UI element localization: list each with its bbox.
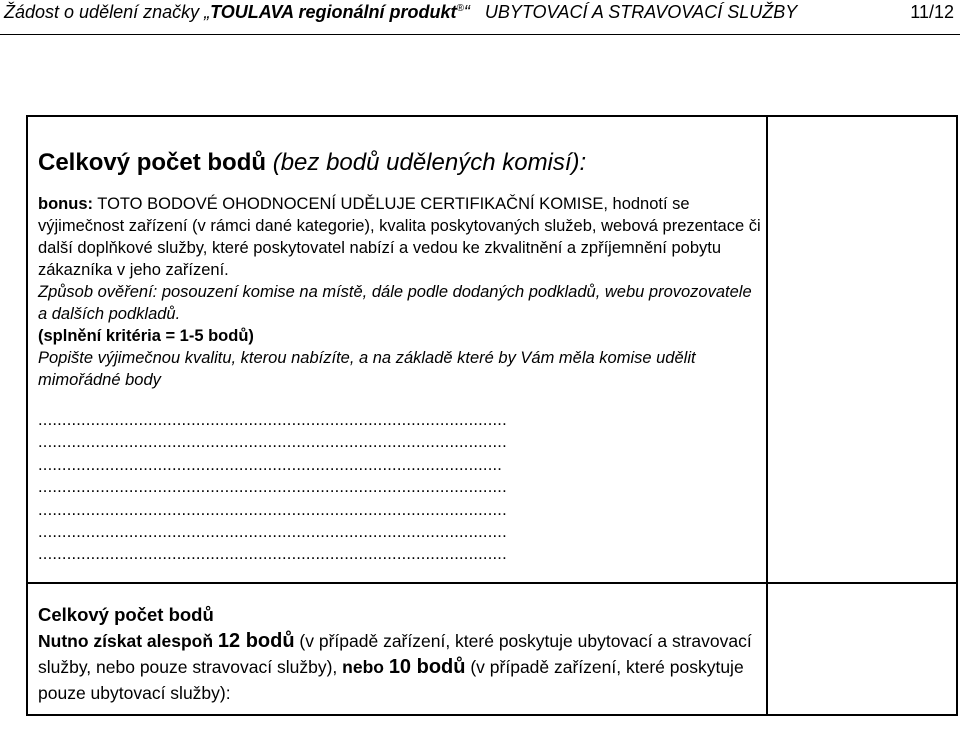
bonus-paragraph — [38, 193, 763, 281]
total-points-cell[interactable] — [767, 583, 957, 715]
answer-lines[interactable] — [38, 409, 758, 566]
bonus-row — [27, 116, 957, 583]
answer-line[interactable]: .................................................................................................. — [38, 411, 507, 429]
answer-line[interactable]: ................................................................................................. — [38, 455, 503, 474]
bonus-title — [38, 149, 766, 177]
total-description-cell — [27, 583, 767, 715]
answer-line[interactable]: .................................................................................................. — [38, 500, 507, 519]
text-b: (v případě zařízení, které poskytuje pouze ubytovací služby): — [38, 657, 744, 703]
answer-line[interactable]: .................................................................................................. — [38, 478, 507, 497]
registered-mark: ® — [456, 3, 464, 14]
total-requirement — [38, 628, 763, 706]
criteria-table — [26, 115, 958, 716]
header-brand: TOULAVA regionální produkt — [210, 2, 457, 22]
header-section: UBYTOVACÍ A STRAVOVACÍ SLUŽBY — [484, 2, 798, 22]
or-label: nebo — [342, 657, 389, 677]
bonus-description-cell — [27, 116, 767, 583]
points-b: 10 bodů — [388, 656, 466, 678]
bonus-title-bold: Celkový počet bodů — [38, 149, 267, 176]
answer-line[interactable]: .................................................................................................. — [38, 522, 507, 541]
total-title: Celkový počet bodů — [38, 604, 214, 625]
bonus-points-cell[interactable] — [767, 116, 957, 583]
total-row — [27, 583, 957, 715]
header-rule — [0, 34, 960, 35]
text-a: (v případě zařízení, které poskytuje ubytovací a stravovací služby, nebo pouze stravovací služby), — [38, 631, 752, 677]
header-prefix: Žádost o udělení značky „ — [4, 2, 211, 22]
page-header — [4, 2, 954, 23]
page-number: 11/12 — [910, 2, 954, 22]
points-a: 12 bodů — [217, 630, 295, 652]
bonus-label: bonus: — [38, 195, 93, 213]
bonus-title-sub: (bez bodů udělených komisí): — [272, 149, 587, 176]
fulfilment-text: (splnění kritéria = 1-5 bodů) — [38, 327, 254, 345]
need-label: Nutno získat alespoň — [38, 631, 218, 651]
verification-text: Způsob ověření: posouzení komise na místě, dále podle dodaných podkladů, webu provozovatele a dalších podkladů. — [38, 283, 752, 323]
header-quote-close: “ — [463, 2, 470, 22]
instruction-text: Popište výjimečnou kvalitu, kterou nabízíte, a na základě které by Vám měla komise udělit mimořádné body — [38, 349, 696, 389]
bonus-text: TOTO BODOVÉ OHODNOCENÍ UDĚLUJE CERTIFIKAČNÍ KOMISE, hodnotí se výjimečnost zařízení (v rámci dané kategorie), kvalita poskytovaných služeb, webová prezentace či další doplňkové služby, které poskytovatel nabízí a vedou ke zkvalitnění a zpříjemnění pobytu zákazníka v jeho zařízení. — [38, 195, 761, 279]
answer-line[interactable]: .................................................................................................. — [38, 433, 507, 452]
answer-line[interactable]: .................................................................................................. — [38, 545, 507, 564]
